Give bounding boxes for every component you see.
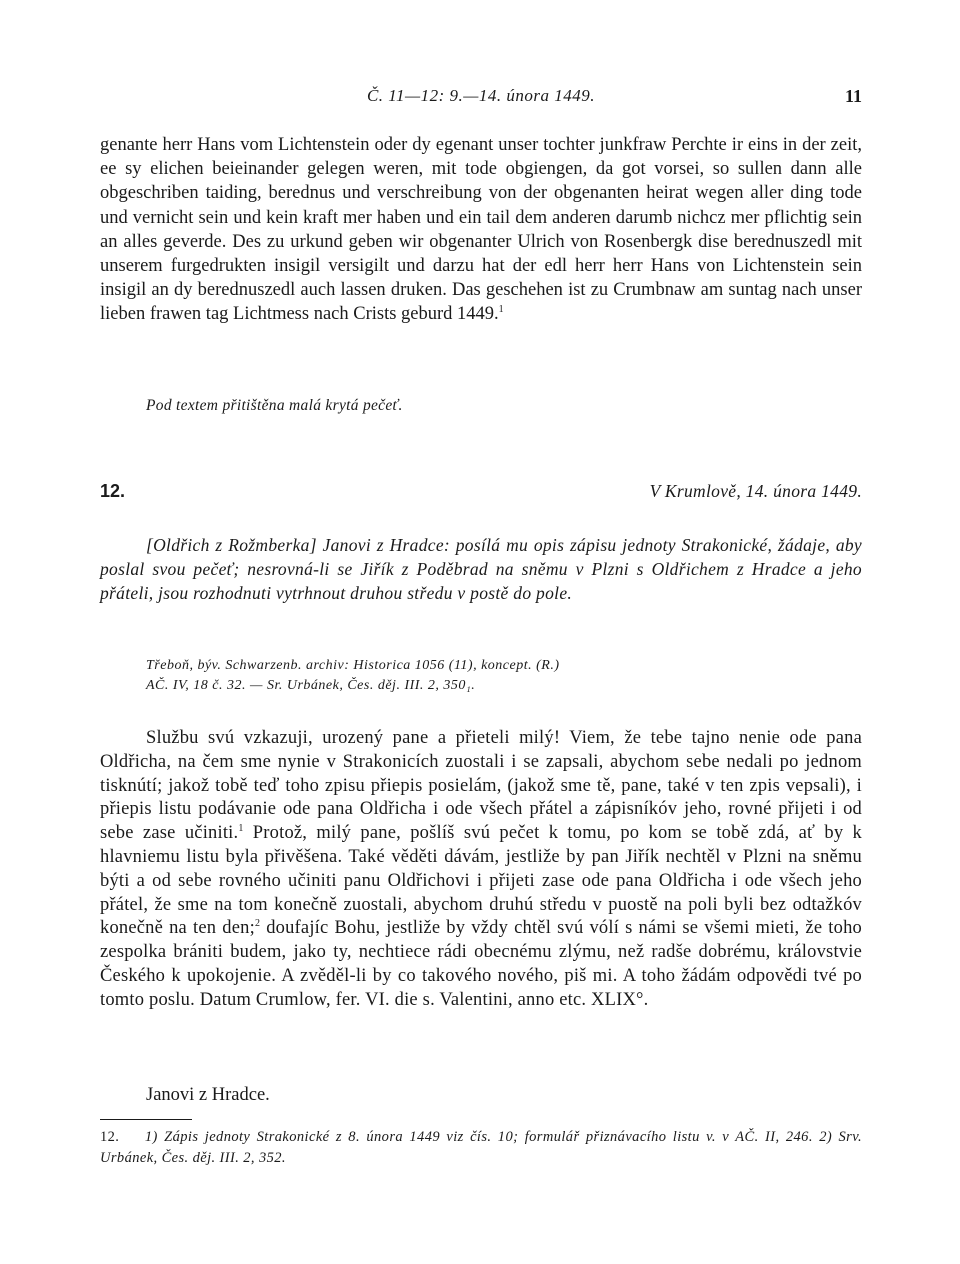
paragraph-text: genante herr Hans vom Lichtenstein oder dy egenant unser tochter junkfraw Perchte ir eins in der zeit, ee sy elichen beieinander gelegen weren, mit tode obgiengen, da got vorsei, so sullen dann alle obgeschriben taiding, berednus und verschreibung von der obgenanten heirat wegen aller ding tode und vernicht sein und kein kraft mer haben und ein tail dem anderen darumb nichcz mer pflichtig sein an alles geverde. Des zu urkund geben wir obgenanter Ulrich von Rosenbergk dise berednuszedl mit unserem furgedrukten insigil versigilt und darzu hat der edl herr herr Hans von Lichtenstein sein insigil an dy berednuszedl auch lassen druken. Das geschehen ist zu Crumbnaw am suntag nach unser lieben frawen tag Lichtmess nach Crists geburd 1449. [100,135,862,325]
footnote-marker: 2 [254,918,261,930]
source-line: Třeboň, býv. Schwarzenb. archiv: Historica 1056 (11), koncept. (R.) [146,658,560,673]
source-references [146,656,862,696]
document-header [100,481,862,507]
document-place-date: V Krumlově, 14. února 1449. [649,481,862,501]
regest: [Oldřich z Rožmberka] Janovi z Hradce: posílá mu opis zápisu jednoty Strakonické, žádaje, aby poslal svou pečeť; nesrovná-li se Jiřík z Poděbrad na sněmu v Plzni s Oldřichem z Hradce a jeho přáteli, jsou rozhodnuti vytrhnout druhou středu v postě do pole. [100,535,862,603]
source-line: AČ. IV, 18 č. 32. — Sr. Urbánek, Čes. děj. III. 2, 350₁. [146,678,476,693]
letter-text [100,727,862,1013]
footnote-text: 1) Zápis jednoty Strakonické z 8. února 1449 viz čís. 10; formulář přiznávacího listu v. v AČ. II, 246. 2) Srv. Urbánek, Čes. děj. III. 2, 352. [100,1129,862,1166]
letter-part: Službu svú vzkazuji, urozený pane a přieteli milý! Viem, že tebe tajno nenie ode pana Oldřicha, na čem sme nynie v Strakonicích zuostali i se zapsali, abychom sebe nedali po jednom tisknútí; jakož tobě teď toho zpisu přiepis posielám, (jakož sme tě, pane, také v ten zpis vepsali), i přiepis listu podávanie ode pana Oldřicha i ode všech přátel a zápisníkóv jeho, rovné přijeti i od sebe zase učiniti. [100,728,862,844]
running-head [100,86,862,112]
page-number: 11 [844,86,862,106]
document-number: 12. [100,481,126,501]
letter-part: Protož, milý pane, pošlíš svú pečet k tomu, po kom se tobě zdá, ať by k hlavniemu listu byla přivěšena. Také věděti dávám, jestliže by pan Jiřík nechtěl v Plzni na sněmu býti a od sebe rovného učiniti panu Oldřichovi i přijeti zase ode pana Oldřicha i ode všech jeho přátel, že sme na tom konečně zuostali, abychom druhú středu v puostě na poli byli bez odtažkóv konečně na ten den; [100,823,863,939]
footnotes [100,1127,862,1169]
footnote-doc-ref: 12. [100,1129,120,1145]
addressee: Janovi z Hradce. [146,1085,270,1105]
letter-part: doufajíc Bohu, jestliže by vždy chtěl svú vólí s námi se všemi mieti, že toho zespolka brániti budem, jako ty, nechtiece rádi obecnému zlýmu, než radše dobrému, královstvie Českého k upokojenie. A zvěděl-li by co takového nového, piš mi. A toho žádám odpovědi tvé po tomto poslu. Datum Crumlow, fer. VI. die s. Valentini, anno etc. XLIX°. [100,918,862,1010]
footnote-marker: 1 [238,823,244,835]
seal-note: Pod textem přitištěna malá krytá pečeť. [146,397,403,414]
running-title: Č. 11—12: 9.—14. února 1449. [366,86,596,105]
footnote-marker: 1 [498,304,504,316]
paragraph-continued [100,133,862,327]
footnote-divider [100,1119,192,1120]
